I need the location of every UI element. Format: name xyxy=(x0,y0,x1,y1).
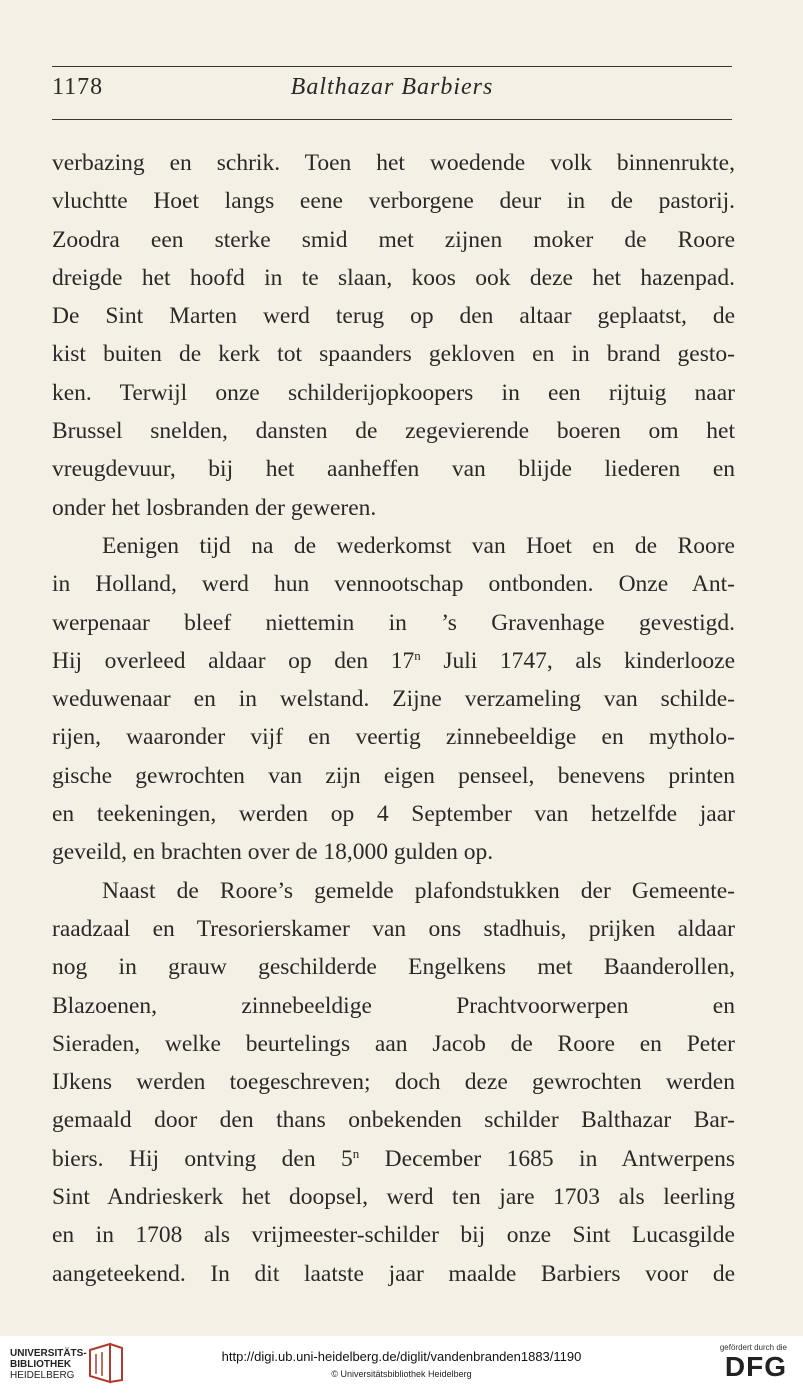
text-line: ken. Terwijl onze schilderijopkoopers in een rijtuig naar xyxy=(52,379,735,406)
text-line: gische gewrochten van zijn eigen penseel, benevens printen xyxy=(52,762,735,789)
text-line: kist buiten de kerk tot spaanders gekloven en in brand gesto- xyxy=(52,341,735,368)
text-line: raadzaal en Tresorierskamer van ons stadhuis, prijken aldaar xyxy=(52,915,735,942)
page-footer xyxy=(0,1336,803,1393)
page-number: 1178 xyxy=(52,74,104,100)
text-line xyxy=(52,642,735,680)
text-line: Blazoenen, zinnebeeldige Prachtvoorwerpen en xyxy=(52,992,735,1019)
text-line: verbazing en schrik. Toen het woedende volk binnenrukte, xyxy=(52,150,735,176)
text-run: biers. Hij ontving den 5 xyxy=(52,1145,353,1172)
header-rule-bottom xyxy=(52,119,732,120)
text-line xyxy=(52,1140,735,1178)
funder-caption: gefördert durch die xyxy=(719,1343,787,1352)
funder-block xyxy=(720,1343,787,1382)
text-line: Brussel snelden, dansten de zegevierende boeren om het xyxy=(52,418,735,445)
text-line: Naast de Roore’s gemelde plafondstukken der Gemeente- xyxy=(102,877,735,904)
running-title: Balthazar Barbiers xyxy=(290,74,494,100)
text-line: en teekeningen, werden op 4 September van hetzelfde jaar xyxy=(52,801,735,828)
text-run: December 1685 in Antwerpens xyxy=(359,1145,735,1172)
text-line: IJkens werden toegeschreven; doch deze gewrochten werden xyxy=(52,1069,735,1096)
text-line: en in 1708 als vrijmeester-schilder bij onze Sint Lucasgilde xyxy=(52,1222,735,1249)
text-line: geveild, en brachten over de 18,000 gulden op. xyxy=(52,839,494,866)
dfg-logo: DFG xyxy=(724,1351,787,1382)
text-run: Juli 1747, als kinderlooze xyxy=(420,647,735,674)
text-line: in Holland, werd hun vennootschap ontbonden. Onze Ant- xyxy=(52,571,735,598)
text-line: nog in grauw geschilderde Engelkens met Baanderollen, xyxy=(52,954,735,981)
text-line: gemaald door den thans onbekenden schilder Balthazar Bar- xyxy=(52,1107,735,1134)
library-line: BIBLIOTHEK xyxy=(10,1359,72,1370)
text-line: Sieraden, welke beurtelings aan Jacob de Roore en Peter xyxy=(52,1030,735,1057)
text-line: onder het losbranden der geweren. xyxy=(52,494,377,521)
text-line: werpenaar bleef niettemin in ’s Gravenhage gevestigd. xyxy=(52,609,735,636)
text-line: weduwenaar en in welstand. Zijne verzameling van schilde- xyxy=(52,686,735,713)
text-run: Hij overleed aldaar op den 17 xyxy=(52,647,415,674)
text-line: De Sint Marten werd terug op den altaar geplaatst, de xyxy=(52,303,735,330)
superscript: n xyxy=(352,1145,360,1161)
superscript: n xyxy=(414,647,421,663)
page-header xyxy=(52,74,732,110)
library-line: UNIVERSITÄTS- xyxy=(10,1348,87,1359)
permalink-link[interactable]: http://digi.ub.uni-heidelberg.de/diglit/vandenbranden1883/1190 xyxy=(221,1349,582,1364)
body-text xyxy=(52,144,735,1293)
header-rule-top xyxy=(52,66,732,67)
text-line: dreigde het hoofd in te slaan, koos ook deze het hazenpad. xyxy=(52,264,735,291)
copyright-notice: © Universitätsbibliothek Heidelberg xyxy=(331,1369,472,1379)
text-line: aangeteekend. In dit laatste jaar maalde Barbiers voor de xyxy=(52,1260,735,1287)
text-line: Eenigen tijd na de wederkomst van Hoet en de Roore xyxy=(102,532,735,559)
text-line: Sint Andrieskerk het doopsel, werd ten jare 1703 als leerling xyxy=(52,1184,735,1211)
text-line: rijen, waaronder vijf en veertig zinnebeeldige en mytholo- xyxy=(52,724,735,751)
text-line: vluchtte Hoet langs eene verborgene deur in de pastorij. xyxy=(52,188,735,215)
text-line: Zoodra een sterke smid met zijnen moker de Roore xyxy=(52,226,735,253)
text-line: vreugdevuur, bij het aanheffen van blijde liederen en xyxy=(52,456,735,483)
library-line: HEIDELBERG xyxy=(10,1370,75,1381)
